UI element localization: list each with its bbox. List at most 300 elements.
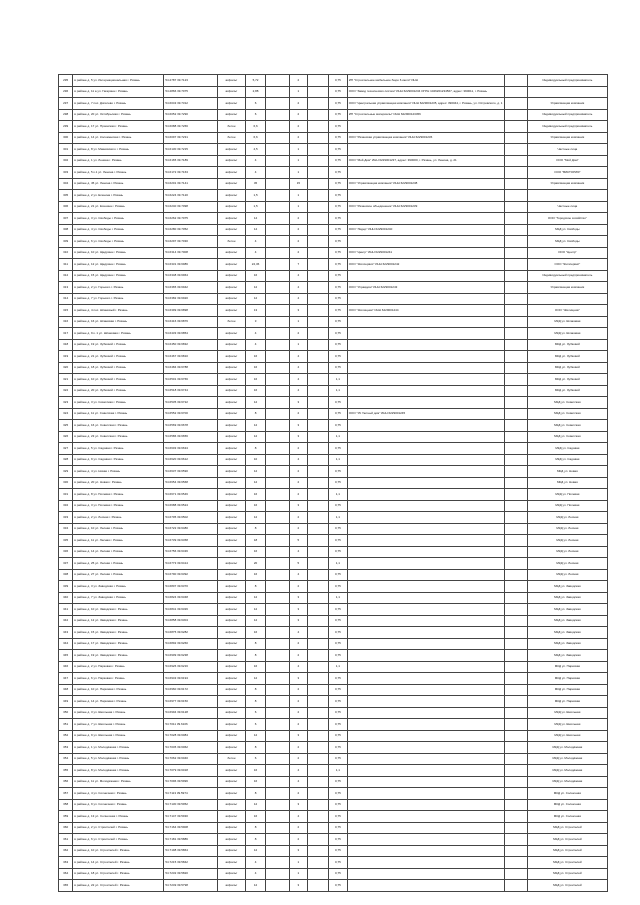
- containers-cell: 3: [289, 500, 308, 512]
- count-cell: [266, 178, 289, 190]
- table-row: [59, 397, 608, 409]
- containers-cell: 2: [289, 684, 308, 696]
- source-cell: МКД ул. Свободы: [527, 236, 607, 248]
- surface-cell: асфальт: [218, 385, 245, 397]
- volume-cell: 0,75: [329, 535, 348, 547]
- address-cell: в районе д. 19 ул. Заводская г. Рязань: [73, 650, 164, 662]
- surface-cell: асфальт: [218, 742, 245, 754]
- row-number-cell: 309: [59, 236, 73, 248]
- owner-cell: [347, 845, 504, 857]
- owner-cell: [347, 546, 504, 558]
- source-cell: ООО "Мой Дом": [527, 155, 607, 167]
- volume-cell: 0,75: [329, 730, 348, 742]
- source-cell: ООО "ВИКТОРИЯ": [527, 167, 607, 179]
- surface-cell: асфальт: [218, 98, 245, 110]
- address-cell: в районе д. 7 ул. Школьная г. Рязань: [73, 719, 164, 731]
- coordinates-cell: 54.6501 39.6766: [164, 374, 218, 386]
- row-number-cell: 324: [59, 408, 73, 420]
- surface-cell: асфальт: [218, 75, 245, 87]
- table-row: [59, 293, 608, 305]
- blank-cell: [504, 144, 527, 156]
- volume-cell: 0,75: [329, 132, 348, 144]
- area-cell: 12: [245, 880, 266, 892]
- area-cell: 14: [245, 213, 266, 225]
- extra-cell: [308, 650, 329, 662]
- containers-cell: 2: [289, 834, 308, 846]
- coordinates-cell: 54.6088 39.7266: [164, 121, 218, 133]
- source-cell: МКД ул. Парковая: [527, 661, 607, 673]
- volume-cell: 0,75: [329, 86, 348, 98]
- source-cell: МКД ул. Советская: [527, 397, 607, 409]
- count-cell: [266, 293, 289, 305]
- count-cell: [266, 512, 289, 524]
- count-cell: [266, 247, 289, 259]
- volume-cell: 0,75: [329, 155, 348, 167]
- coordinates-cell: 54.6382 39.6920: [164, 293, 218, 305]
- volume-cell: 0,75: [329, 351, 348, 363]
- coordinates-cell: 54.6756 39.6436: [164, 546, 218, 558]
- extra-cell: [308, 696, 329, 708]
- extra-cell: [308, 857, 329, 869]
- coordinates-cell: 54.6977 39.6150: [164, 696, 218, 708]
- source-cell: МКД ул. Зубковой: [527, 339, 607, 351]
- coordinates-cell: 54.7028 39.6084: [164, 730, 218, 742]
- table-row: [59, 638, 608, 650]
- area-cell: 4: [245, 167, 266, 179]
- owner-cell: [347, 397, 504, 409]
- address-cell: в районе д. 11 ул. Лесная г. Рязань: [73, 535, 164, 547]
- row-number-cell: 332: [59, 500, 73, 512]
- count-cell: [266, 650, 289, 662]
- blank-cell: [504, 190, 527, 202]
- owner-cell: [347, 696, 504, 708]
- containers-cell: 3: [289, 673, 308, 685]
- table-row: [59, 707, 608, 719]
- containers-cell: 2: [289, 247, 308, 259]
- containers-cell: 4: [289, 454, 308, 466]
- surface-cell: асфальт: [218, 822, 245, 834]
- row-number-cell: 327: [59, 443, 73, 455]
- owner-cell: [347, 673, 504, 685]
- surface-cell: асфальт: [218, 661, 245, 673]
- source-cell: МКД ул. Лесная: [527, 535, 607, 547]
- source-cell: ООО "Центр": [527, 247, 607, 259]
- coordinates-cell: 54.2866 39.7075: [164, 86, 218, 98]
- surface-cell: асфальт: [218, 627, 245, 639]
- address-cell: в районе д. 45 ул. Ленина г. Рязань: [73, 178, 164, 190]
- owner-cell: [347, 466, 504, 478]
- containers-cell: 2: [289, 236, 308, 248]
- count-cell: [266, 213, 289, 225]
- coordinates-cell: 54.6484 39.6788: [164, 362, 218, 374]
- area-cell: 8: [245, 788, 266, 800]
- row-number-cell: 314: [59, 293, 73, 305]
- blank-cell: [504, 385, 527, 397]
- owner-cell: [347, 236, 504, 248]
- surface-cell: асфальт: [218, 431, 245, 443]
- volume-cell: 1,1: [329, 489, 348, 501]
- blank-cell: [504, 765, 527, 777]
- table-row: [59, 880, 608, 892]
- owner-cell: [347, 362, 504, 374]
- source-cell: МКД ул. Зубковой: [527, 374, 607, 386]
- area-cell: 6: [245, 98, 266, 110]
- count-cell: [266, 75, 289, 87]
- coordinates-cell: 54.6097 39.7231: [164, 132, 218, 144]
- surface-cell: асфальт: [218, 604, 245, 616]
- row-number-cell: 333: [59, 512, 73, 524]
- blank-cell: [504, 167, 527, 179]
- address-cell: в районе д. 8 ул. Молодёжная г. Рязань: [73, 765, 164, 777]
- owner-cell: [347, 719, 504, 731]
- row-number-cell: 337: [59, 558, 73, 570]
- area-cell: 6,6: [245, 121, 266, 133]
- address-cell: в районе д. 14 ул. Строителей г. Рязань: [73, 857, 164, 869]
- coordinates-cell: 54.6399 39.6898: [164, 305, 218, 317]
- containers-cell: 3: [289, 730, 308, 742]
- owner-cell: [347, 443, 504, 455]
- surface-cell: асфальт: [218, 86, 245, 98]
- row-number-cell: 317: [59, 328, 73, 340]
- owner-cell: [347, 799, 504, 811]
- area-cell: 16: [245, 627, 266, 639]
- coordinates-cell: 54.6201 39.7141: [164, 178, 218, 190]
- table-row: [59, 788, 608, 800]
- row-number-cell: 301: [59, 144, 73, 156]
- count-cell: [266, 753, 289, 765]
- volume-cell: 0,75: [329, 397, 348, 409]
- source-cell: МКД ул. Советская: [527, 431, 607, 443]
- area-cell: 4: [245, 339, 266, 351]
- extra-cell: [308, 604, 329, 616]
- table-row: [59, 385, 608, 397]
- volume-cell: 0,75: [329, 638, 348, 650]
- address-cell: в районе д. 9 ул. Садовая г. Рязань: [73, 454, 164, 466]
- count-cell: [266, 546, 289, 558]
- coordinates-cell: 54.6240 39.7098: [164, 201, 218, 213]
- address-cell: в районе д. 3 ул. Школьная г. Рязань: [73, 707, 164, 719]
- surface-cell: асфальт: [218, 224, 245, 236]
- coordinates-cell: 54.6892 39.6260: [164, 638, 218, 650]
- row-number-cell: 302: [59, 155, 73, 167]
- area-cell: 16: [245, 569, 266, 581]
- surface-cell: асфальт: [218, 500, 245, 512]
- surface-cell: асфальт: [218, 293, 245, 305]
- address-cell: в районе д. 18 ул. Зубковой г. Рязань: [73, 362, 164, 374]
- extra-cell: [308, 270, 329, 282]
- area-cell: 12: [245, 466, 266, 478]
- containers-cell: 1: [289, 155, 308, 167]
- table-row: [59, 121, 608, 133]
- area-cell: 12: [245, 512, 266, 524]
- containers-cell: 2: [289, 98, 308, 110]
- extra-cell: [308, 834, 329, 846]
- surface-cell: асфальт: [218, 443, 245, 455]
- containers-cell: 4: [289, 627, 308, 639]
- extra-cell: [308, 167, 329, 179]
- blank-cell: [504, 581, 527, 593]
- owner-cell: [347, 868, 504, 880]
- owner-cell: [347, 523, 504, 535]
- area-cell: 12: [245, 282, 266, 294]
- surface-cell: бетон: [218, 236, 245, 248]
- blank-cell: [504, 270, 527, 282]
- address-cell: в районе д. 25 ул. Лесная г. Рязань: [73, 558, 164, 570]
- source-cell: МКД ул. Строителей: [527, 845, 607, 857]
- area-cell: 12: [245, 397, 266, 409]
- area-cell: 12: [245, 673, 266, 685]
- owner-cell: [347, 558, 504, 570]
- source-cell: МКД ул. Заводская: [527, 604, 607, 616]
- extra-cell: [308, 684, 329, 696]
- count-cell: [266, 845, 289, 857]
- source-cell: МКД ул. Советская: [527, 408, 607, 420]
- volume-cell: 0,75: [329, 247, 348, 259]
- address-cell: в районе д. 23 ул. Советская г. Рязань: [73, 431, 164, 443]
- blank-cell: [504, 776, 527, 788]
- table-row: [59, 500, 608, 512]
- blank-cell: [504, 351, 527, 363]
- extra-cell: [308, 75, 329, 87]
- count-cell: [266, 638, 289, 650]
- extra-cell: [308, 259, 329, 271]
- coordinates-cell: 54.6262 39.7075: [164, 213, 218, 225]
- volume-cell: 0,75: [329, 167, 348, 179]
- count-cell: [266, 420, 289, 432]
- blank-cell: [504, 615, 527, 627]
- coordinates-cell: 54.7011 39.6106: [164, 719, 218, 731]
- address-cell: в районе д. 8 ул. Полевая г. Рязань: [73, 489, 164, 501]
- row-number-cell: 322: [59, 385, 73, 397]
- extra-cell: [308, 385, 329, 397]
- containers-cell: 3: [289, 431, 308, 443]
- coordinates-cell: 54.7164 39.5908: [164, 822, 218, 834]
- source-cell: МКД ул. Строителей: [527, 857, 607, 869]
- containers-cell: 2: [289, 477, 308, 489]
- row-number-cell: 340: [59, 592, 73, 604]
- table-row: [59, 431, 608, 443]
- row-number-cell: 305: [59, 190, 73, 202]
- area-cell: 6,6: [245, 132, 266, 144]
- volume-cell: 0,75: [329, 868, 348, 880]
- count-cell: [266, 489, 289, 501]
- address-cell: в районе д. 3 ул. Полевая г. Рязань: [73, 500, 164, 512]
- count-cell: [266, 523, 289, 535]
- source-cell: [527, 86, 607, 98]
- area-cell: 1,5: [245, 190, 266, 202]
- blank-cell: [504, 224, 527, 236]
- volume-cell: 0,75: [329, 408, 348, 420]
- owner-cell: [347, 834, 504, 846]
- blank-cell: [504, 661, 527, 673]
- address-cell: в районе д. 15 ул. Щедрина г. Рязань: [73, 270, 164, 282]
- volume-cell: 0,75: [329, 604, 348, 616]
- table-row: [59, 799, 608, 811]
- source-cell: МКД ул. Свободы: [527, 224, 607, 236]
- area-cell: 8: [245, 822, 266, 834]
- count-cell: [266, 443, 289, 455]
- table-row: [59, 109, 608, 121]
- volume-cell: 0,75: [329, 316, 348, 328]
- blank-cell: [504, 155, 527, 167]
- volume-cell: 0,75: [329, 684, 348, 696]
- table-row: [59, 857, 608, 869]
- surface-cell: бетон: [218, 316, 245, 328]
- table-row: [59, 834, 608, 846]
- extra-cell: [308, 224, 329, 236]
- address-cell: в районе д. 2 ул. Есенина г. Рязань: [73, 190, 164, 202]
- count-cell: [266, 328, 289, 340]
- count-cell: [266, 167, 289, 179]
- owner-cell: [347, 627, 504, 639]
- containers-cell: 15: [289, 178, 308, 190]
- extra-cell: [308, 247, 329, 259]
- extra-cell: [308, 788, 329, 800]
- volume-cell: 0,75: [329, 270, 348, 282]
- volume-cell: 0,75: [329, 811, 348, 823]
- owner-cell: [347, 270, 504, 282]
- row-number-cell: 360: [59, 822, 73, 834]
- volume-cell: 0,75: [329, 178, 348, 190]
- area-cell: 18: [245, 535, 266, 547]
- blank-cell: [504, 880, 527, 892]
- source-cell: Управляющая компания: [527, 178, 607, 190]
- owner-cell: [347, 822, 504, 834]
- containers-cell: 2: [289, 788, 308, 800]
- table-row: [59, 362, 608, 374]
- table-row: [59, 144, 608, 156]
- address-cell: в районе д. 10 ул. Зубковой г. Рязань: [73, 374, 164, 386]
- blank-cell: [504, 431, 527, 443]
- blank-cell: [504, 627, 527, 639]
- surface-cell: асфальт: [218, 776, 245, 788]
- table-row: [59, 558, 608, 570]
- blank-cell: [504, 868, 527, 880]
- containers-cell: 2: [289, 75, 308, 87]
- owner-cell: [347, 167, 504, 179]
- area-cell: 8: [245, 684, 266, 696]
- count-cell: [266, 224, 289, 236]
- extra-cell: [308, 477, 329, 489]
- address-cell: в районе д. 1 ул. Ленина г. Рязань: [73, 155, 164, 167]
- coordinates-cell: 54.6943 39.6194: [164, 673, 218, 685]
- row-number-cell: 348: [59, 684, 73, 696]
- count-cell: [266, 604, 289, 616]
- table-row: [59, 282, 608, 294]
- extra-cell: [308, 581, 329, 593]
- surface-cell: асфальт: [218, 305, 245, 317]
- extra-cell: [308, 822, 329, 834]
- owner-cell: [347, 374, 504, 386]
- volume-cell: 0,75: [329, 236, 348, 248]
- source-cell: МКД ул. Советская: [527, 420, 607, 432]
- area-cell: 2,88: [245, 86, 266, 98]
- source-cell: МКД ул. Молодёжная: [527, 765, 607, 777]
- table-row: [59, 374, 608, 386]
- source-cell: МКД ул. Шлаковая: [527, 328, 607, 340]
- table-row: [59, 443, 608, 455]
- source-cell: Управляющая компания: [527, 282, 607, 294]
- address-cell: в районе д. 16 ул. Советская г. Рязань: [73, 420, 164, 432]
- blank-cell: [504, 466, 527, 478]
- count-cell: [266, 454, 289, 466]
- coordinates-cell: 54.7096 39.5996: [164, 776, 218, 788]
- coordinates-cell: 54.6790 39.6392: [164, 569, 218, 581]
- waste-site-registry-table: [58, 74, 608, 892]
- address-cell: в районе д. 1 ул. Молодёжная г. Рязань: [73, 742, 164, 754]
- extra-cell: [308, 811, 329, 823]
- area-cell: 16: [245, 374, 266, 386]
- extra-cell: [308, 845, 329, 857]
- coordinates-cell: 54.6858 39.6304: [164, 615, 218, 627]
- table-row: [59, 868, 608, 880]
- area-cell: 6: [245, 109, 266, 121]
- blank-cell: [504, 811, 527, 823]
- coordinates-cell: 54.6331 39.6986: [164, 259, 218, 271]
- surface-cell: асфальт: [218, 351, 245, 363]
- extra-cell: [308, 765, 329, 777]
- coordinates-cell: 54.2787 39.7123: [164, 75, 218, 87]
- extra-cell: [308, 351, 329, 363]
- address-cell: в районе д. 20 ул. Зубковой г. Рязань: [73, 385, 164, 397]
- row-number-cell: 308: [59, 224, 73, 236]
- source-cell: МКД ул. Заводская: [527, 638, 607, 650]
- area-cell: 6: [245, 719, 266, 731]
- count-cell: [266, 558, 289, 570]
- coordinates-cell: 54.6165 39.7189: [164, 155, 218, 167]
- volume-cell: 0,75: [329, 466, 348, 478]
- coordinates-cell: 54.6450 39.6832: [164, 339, 218, 351]
- extra-cell: [308, 362, 329, 374]
- extra-cell: [308, 109, 329, 121]
- table-row: [59, 477, 608, 489]
- containers-cell: 1: [289, 201, 308, 213]
- surface-cell: асфальт: [218, 834, 245, 846]
- table-row: [59, 535, 608, 547]
- surface-cell: асфальт: [218, 673, 245, 685]
- blank-cell: [504, 98, 527, 110]
- area-cell: 8: [245, 443, 266, 455]
- count-cell: [266, 121, 289, 133]
- owner-cell: [347, 592, 504, 604]
- coordinates-cell: 54.6130 39.7215: [164, 144, 218, 156]
- extra-cell: [308, 489, 329, 501]
- count-cell: [266, 661, 289, 673]
- source-cell: Индивидуальный предприниматель: [527, 75, 607, 87]
- row-number-cell: 357: [59, 788, 73, 800]
- containers-cell: 3: [289, 604, 308, 616]
- coordinates-cell: 54.7062 39.6040: [164, 753, 218, 765]
- extra-cell: [308, 293, 329, 305]
- source-cell: МКД ул. Молодёжная: [527, 742, 607, 754]
- row-number-cell: 334: [59, 523, 73, 535]
- blank-cell: [504, 546, 527, 558]
- containers-cell: 5: [289, 558, 308, 570]
- coordinates-cell: 54.6569 39.6678: [164, 420, 218, 432]
- area-cell: 4: [245, 236, 266, 248]
- table-row: [59, 730, 608, 742]
- area-cell: 20: [245, 558, 266, 570]
- address-cell: в районе д. 9 ул. Школьная г. Рязань: [73, 730, 164, 742]
- blank-cell: [504, 316, 527, 328]
- address-cell: в районе д. 15 ул. Заводская г. Рязань: [73, 627, 164, 639]
- blank-cell: [504, 328, 527, 340]
- extra-cell: [308, 316, 329, 328]
- address-cell: в районе д. 5 ул. Интернациональная г. Рязань: [73, 75, 164, 87]
- surface-cell: асфальт: [218, 167, 245, 179]
- blank-cell: [504, 305, 527, 317]
- table-row: [59, 615, 608, 627]
